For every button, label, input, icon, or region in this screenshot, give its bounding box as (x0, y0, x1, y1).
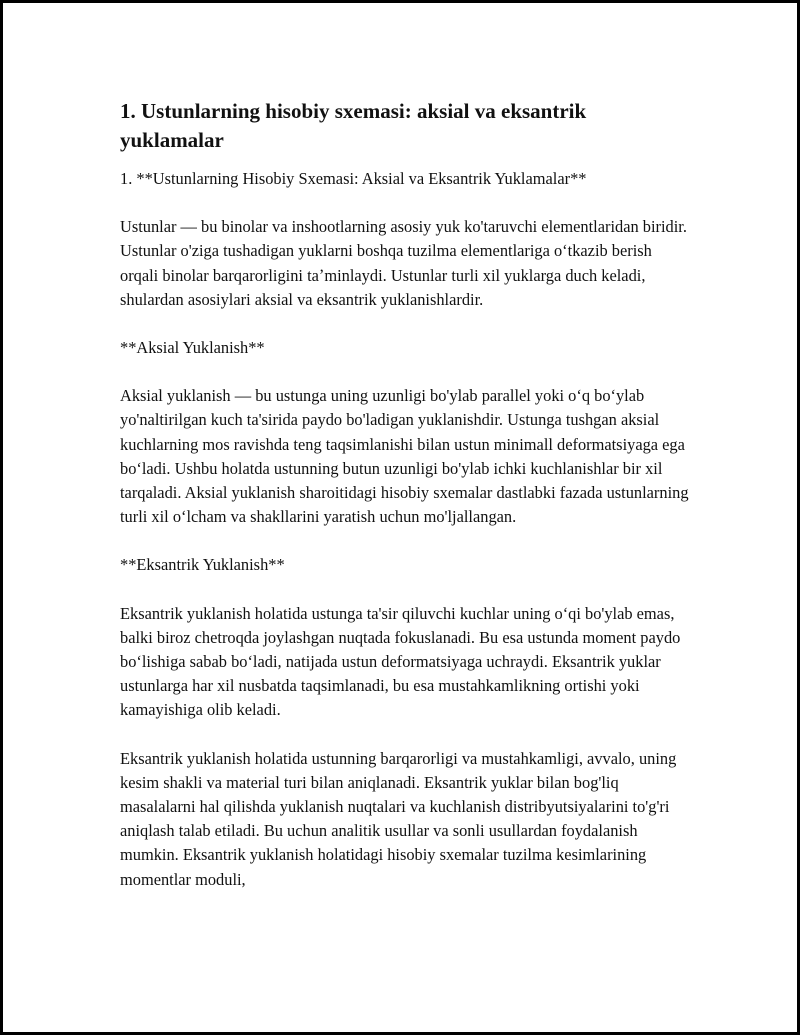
paragraph-heading: 1. **Ustunlarning Hisobiy Sxemasi: Aksial va Eksantrik Yuklamalar** (120, 169, 587, 188)
section-heading-eccentric: **Eksantrik Yuklanish** (120, 555, 285, 575)
section-heading-axial: **Aksial Yuklanish** (120, 338, 265, 358)
paragraph-intro: Ustunlar — bu binolar va inshootlarning asosiy yuk ko'taruvchi elementlaridan biridir. Ustunlar o'ziga tushadigan yuklarni boshqa tuzilma elementlariga oʻtkazib berish orqali binolar barqarorligini taʼminlaydi. Ustunlar turli xil yuklarga duch keladi, shulardan asosiylari aksial va eksantrik yuklanishlardir. (120, 217, 687, 309)
document-title: 1. Ustunlarning hisobiy sxemasi: aksial va eksantrik yuklamalar (120, 99, 587, 152)
document-body (120, 97, 690, 892)
paragraph-eccentric-2: Eksantrik yuklanish holatida ustunning barqarorligi va mustahkamligi, avvalo, uning kesim shakli va material turi bilan aniqlanadi. Eksantrik yuklar bilan bog'liq masalalarni hal qilishda yuklanish nuqtalari va kuchlanish distribyutsiyalarini to'g'ri aniqlash talab etiladi. Bu uchun analitik usullar va sonli usullardan foydalanish mumkin. Eksantrik yuklanish holatidagi hisobiy sxemalar tuzilma kesimlarining momentlar moduli, (120, 748, 677, 889)
paragraph-axial: Aksial yuklanish — bu ustunga uning uzunligi bo'ylab parallel yoki oʻq boʻylab yo'naltirilgan kuch ta'sirida paydo bo'ladigan yuklanishdir. Ustunga tushgan aksial kuchlarning mos ravishda teng taqsimlanishi bilan ustun minimall deformatsiyaga ega boʻladi. Ushbu holatda ustunning butun uzunligi bo'ylab ichki kuchlanishlar bir xil tarqaladi. Aksial yuklanish sharoitidagi hisobiy sxemalar dastlabki fazada ustunlarning turli xil oʻlcham va shakllarini yaratish uchun mo'ljallangan. (120, 386, 689, 527)
paragraph-eccentric-1: Eksantrik yuklanish holatida ustunga ta'sir qiluvchi kuchlar uning oʻqi bo'ylab emas, balki biroz chetroqda joylashgan nuqtada fokuslanadi. Bu esa ustunda moment paydo boʻlishiga sabab boʻladi, natijada ustun deformatsiyaga uchraydi. Eksantrik yuklar ustunlarga har xil nusbatda taqsimlanadi, bu esa mustahkamlikning ortishi yoki kamayishiga olib keladi. (120, 603, 681, 720)
